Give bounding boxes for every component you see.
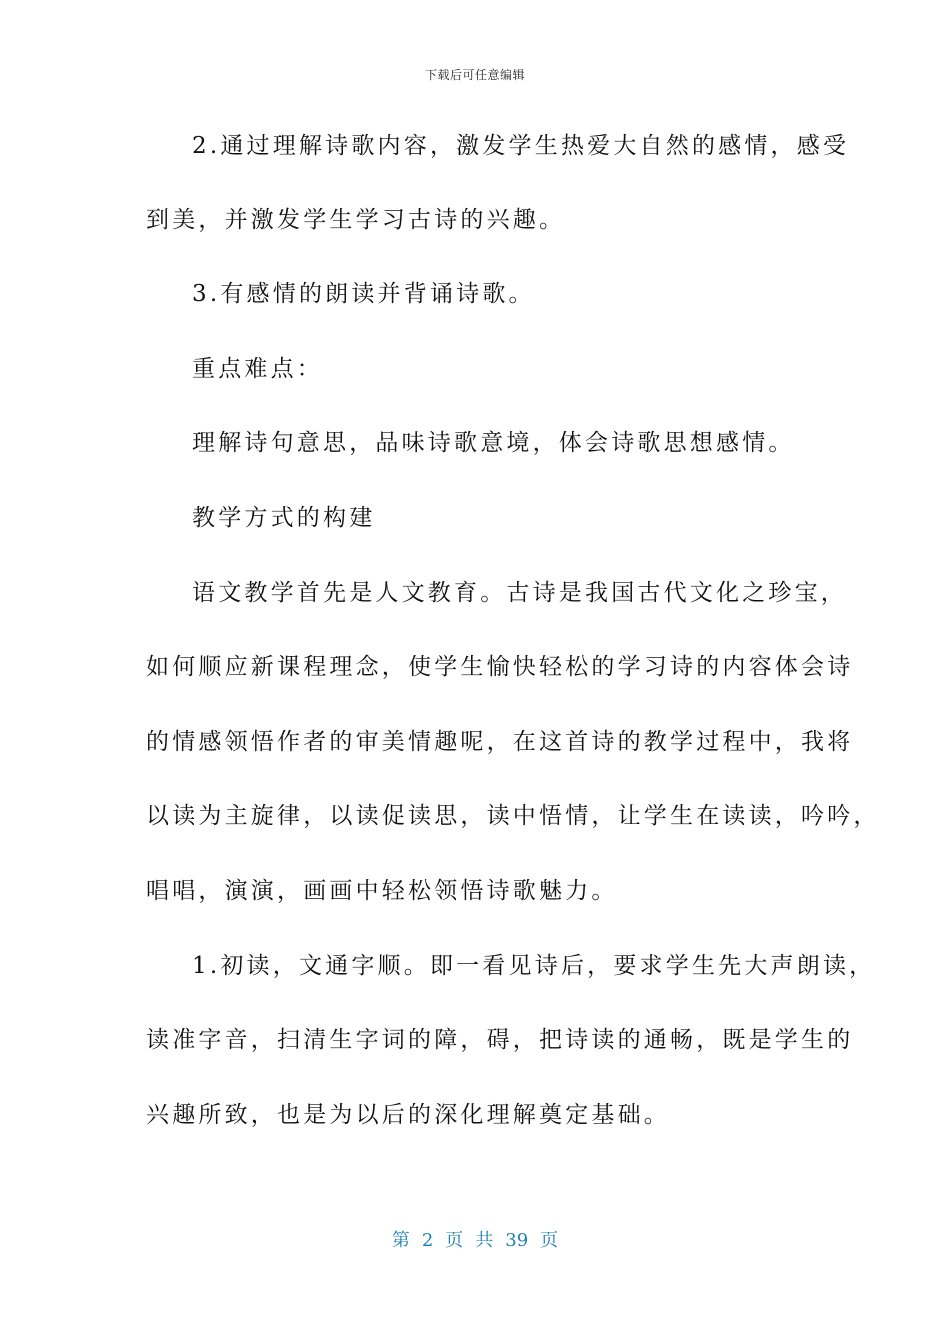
text-line: 兴趣所致，也是为以后的深化理解奠定基础。 [146, 1102, 670, 1128]
text-line: 2.通过理解诗歌内容，激发学生热爱大自然的感情，感受 [192, 133, 850, 159]
text-line: 唱唱，演演，画画中轻松领悟诗歌魅力。 [146, 878, 618, 904]
text-line: 读准字音，扫清生字词的障，碍，把诗读的通畅，既是学生的 [146, 1027, 854, 1053]
section-heading: 重点难点： [192, 356, 323, 382]
text-line: 理解诗句意思，品味诗歌意境，体会诗歌思想感情。 [192, 430, 795, 456]
current-page-number: 2 [421, 1230, 434, 1251]
text-line: 以读为主旋律，以读促读思，读中悟情，让学生在读读，吟吟， [146, 803, 880, 829]
footer-suffix: 页 [540, 1230, 559, 1251]
text-line: 语文教学首先是人文教育。古诗是我国古代文化之珍宝， [192, 580, 847, 606]
text-line: 如何顺应新课程理念，使学生愉快轻松的学习诗的内容体会诗 [146, 654, 854, 680]
section-heading: 教学方式的构建 [192, 505, 376, 531]
footer-total-word: 共 [475, 1230, 494, 1251]
footer-prefix: 第 [391, 1230, 410, 1251]
total-page-number: 39 [505, 1230, 529, 1251]
page-header: 下载后可任意编辑 [424, 68, 525, 82]
page-footer [0, 1226, 950, 1252]
footer-page-word: 页 [445, 1230, 464, 1251]
text-line: 的情感领悟作者的审美情趣呢，在这首诗的教学过程中，我将 [146, 729, 854, 755]
text-line: 1.初读，文通字顺。即一看见诗后，要求学生先大声朗读， [192, 953, 876, 979]
text-line: 到美，并激发学生学习古诗的兴趣。 [146, 207, 566, 233]
text-line: 3.有感情的朗读并背诵诗歌。 [192, 281, 535, 307]
